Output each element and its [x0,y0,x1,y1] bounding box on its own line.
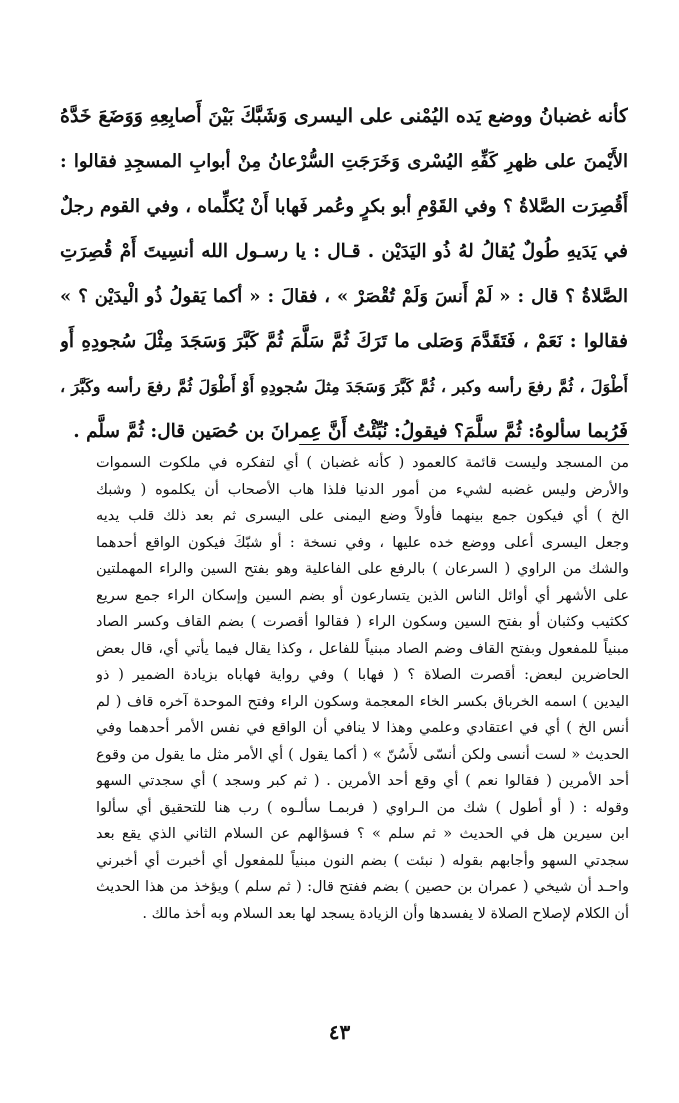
page-number: ٤٣ [328,1020,351,1044]
commentary-line: سجدتي السهو وأجابهم بقوله ( نبئت ) بضم النون مبنياً للمفعول أي أخبرت أي أخبرني [96,852,629,869]
commentary-footnotes [96,450,629,927]
commentary-line: الحاضرين لبعض: أقصرت الصلاة ؟ ( فهابا ) وفي رواية فهاباه بزيادة الضمير ( ذو [96,667,629,683]
commentary-line: وجعل اليسرى أعلى ووضع خده عليها ، وفي نسخة : أو شبّكَ فيكون الواقع أحدهما [96,534,629,551]
main-text-line: الأَيْمنَ على ظهرِ كَفِّهِ اليُسْرى وَخَرَجَتِ السُّرْعانُ مِنْ أبوابِ المسجِدِ فقالوا : [60,151,628,172]
commentary-line: الخ ) أي فيكون جمع بينهما فأولاً وضع اليمنى على اليسرى ثم بعد ذلك قلب يديه [96,508,629,524]
commentary-line: والشك من الراوي ( السرعان ) بالرفع على الفاعلية وهو بفتح السين والراء المهملتين [96,561,629,577]
commentary-line: على الأشهر أي أوائل الناس الذين يتسارعون أو بضم السين وإسكان الراء جمع سريع [96,587,629,604]
commentary-line: أن الكلام لإصلاح الصلاة لا يفسدها وأن الزيادة يسجد لها بعد السلام وبه أخذ مالك . [142,905,629,922]
commentary-line: الحديث « لست أنسى ولكن أنسّى لأَسُنّ » ( أكما يقول ) أي الأمر مثل ما يقول من وقوع [96,746,629,763]
commentary-line: ابن سيرين هل في الحديث « ثم سلم » ؟ فسؤالهم عن السلام الثاني الذي يقع بعد [96,826,629,842]
main-text-line: كأنه غضبانُ ووضع يَده اليُمْنى على اليسرى وَشَبَّكَ بَيْنَ أَصابِعِهِ وَوَضَعَ خَدَّهُ [60,105,628,127]
commentary-line: مبنياً للمفعول وبفتح القاف وضم الصاد مبنياً للفاعل ، وكذا يقال فيما يأتي أي، قال بعض [96,640,629,657]
commentary-line: أحد الأمرين ( فقالوا نعم ) أي وقع أحد الأمرين . ( ثم كبر وسجد ) أي سجدتي السهو [96,773,629,789]
commentary-line: ككثيب وكثبان أو بفتح السين وسكون الراء ( فقالوا أقصرت ) بضم القاف وكسر الصاد [96,614,629,630]
main-text-line: أَطْوَلَ ، ثُمَّ رفعَ رأسه وكبر ، ثُمَّ كَبَّرَ وَسَجَدَ مِثلَ سُجودِهِ أَوْ أَطْوَلَ ثُمَّ رفعَ رأسه وكَبَّرَ ، [60,377,628,396]
commentary-line: وقوله : ( أو أطول ) شك من الـراوي ( فربمـا سألـوه ) رب هنا للتحقيق أي سألوا [96,799,629,816]
main-text-line: في يَدَيهِ طُولٌ يُقالُ لهُ ذُو اليَدَيْن . قـال : يا رسـول الله أنسِيتَ أَمْ قُصِرَتِ [60,241,628,262]
commentary-line: من المسجد وليست قائمة كالعمود ( كأنه غضبان ) أي لتفكره في ملكوت السموات [96,455,629,471]
commentary-line: اليدين ) اسمه الخرباق بكسر الخاء المعجمة وسكون الراء وفتح الموحدة آخره قاف ( لم [96,693,629,710]
main-text-line: فقالوا : نَعَمْ ، فَتَقَدَّمَ وَصَلى ما تَرَكَ ثُمَّ سَلَّمَ ثُمَّ كَبَّرَ وَسَجَدَ مِثْلَ سُجودِهِ أَو [60,331,628,352]
main-text-line: أَقُصِرَت الصَّلاةُ ؟ وفي القَوْمِ أبو بكرٍ وعُمر فَهابا أَنْ يُكلِّماه ، وفي القوم رجلٌ [60,196,628,217]
main-text-line: الصَّلاةُ ؟ قال : « لَمْ أَنسَ وَلَمْ تُقْصَرْ » ، فقالَ : « أكما يَقولُ ذُو الْيدَيْن ؟ » [60,286,628,307]
commentary-line: واحـد أن شيخي ( عمران بن حصين ) بضم ففتح قال: ( ثم سلم ) ويؤخذ من هذا الحديث [96,879,629,895]
separator-rule [299,444,629,445]
main-hadith-text [60,94,628,454]
commentary-line: والأرض وليس غضبه لشيء من أمور الدنيا فلذا هاب الأصحاب أن يكلموه ( وشبك [96,481,629,498]
commentary-line: أنس الخ ) أي في اعتقادي وعلمي وهذا لا ينافي أن الواقع في نفس الأمر أحدهما وفي [96,720,629,736]
main-text-line: فَرُبما سألوهُ: ثُمَّ سلَّمَ؟ فيقولُ: نُبِّئْتُ أَنَّ عِمرانَ بن حُصَين قال: ثُمَّ سلَّم . [73,421,628,442]
